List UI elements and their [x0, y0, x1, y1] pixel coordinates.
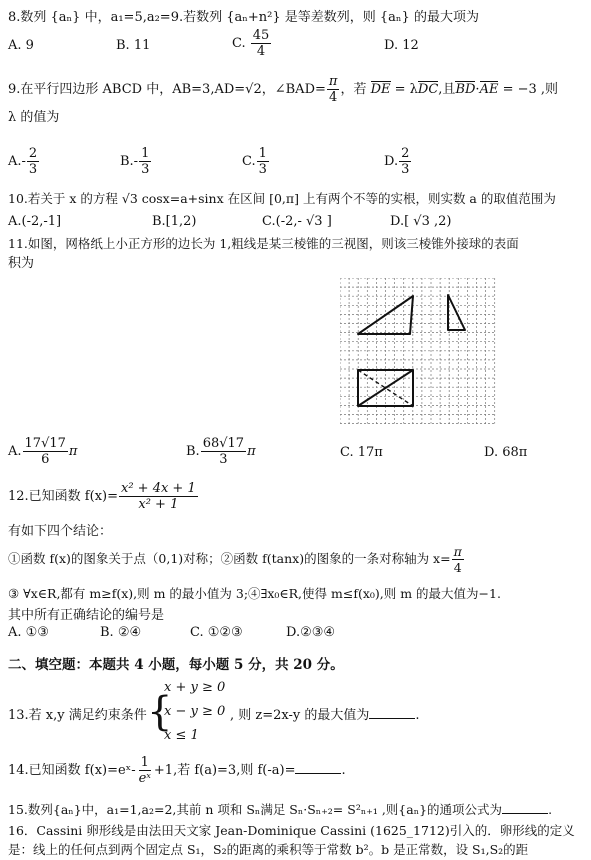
q10-option-a: A.(-2,-1]	[8, 214, 62, 229]
q12-option-c: C. ①②③	[190, 625, 243, 640]
q9-stem-line2: λ 的值为	[8, 110, 60, 125]
q12-function-fraction: $\frac{\text{x² + 4x + 1}}{\text{x² + 1}}$	[121, 481, 196, 512]
q15-stem: 15.数列{aₙ}中，a₁=1,a₂=2,其前 n 项和 Sₙ满足 Sₙ·Sₙ₊₂= S²ₙ₊₁ ,则{aₙ}的通项公式为 .	[8, 802, 553, 817]
q12-question: 其中所有正确结论的编号是	[8, 608, 165, 623]
q12-option-d: D.②③④	[286, 625, 336, 640]
q14-answer-blank[interactable]	[295, 762, 341, 774]
q8-option-d: D. 12	[384, 38, 419, 53]
q8-stem: 8.数列 {aₙ} 中，a₁=5,a₂=9.若数列 {aₙ+n²} 是等差数列，则 {aₙ} 的最大项为	[8, 10, 479, 25]
q9-option-b: B.- $\frac{1}{3}$	[120, 146, 150, 177]
vector-de: DE	[370, 82, 391, 97]
vector-bd: BD	[455, 82, 476, 97]
q10-stem: 10.若关于 x 的方程 √3 cosx=a+sinx 在区间 [0,π] 上有两个不等的实根，则实数 a 的取值范围为	[8, 191, 556, 206]
q13-stem-pre: 13.若 x,y 满足约束条件	[8, 708, 147, 723]
q12-conclusion-3-4: ③ ∀x∈R,都有 m≥f(x),则 m 的最小值为 3;④∃x₀∈R,使得 m≤f(x₀),则 m 的最大值为−1.	[8, 586, 501, 601]
q13-answer-blank[interactable]	[369, 707, 415, 719]
q14-stem: 14.已知函数 f(x)=eˣ- $\frac{1}{\text{eˣ}}$ +1,若 f(a)=3,则 f(-a)= .	[8, 755, 346, 786]
vector-ae: AE	[479, 82, 499, 97]
q11-option-d: D. 68π	[484, 445, 528, 460]
q9-option-a: A.- $\frac{2}{3}$	[8, 146, 38, 177]
q11-option-c: C. 17π	[340, 445, 383, 460]
q10-option-d: D.[ √3 ,2)	[390, 214, 452, 229]
q13-constraint-1: x + y ≥ 0	[164, 680, 226, 695]
q9-stem: 9.在平行四边形 ABCD 中，AB=3,AD=√2，∠BAD= $\frac{\pi}{4}$ ，若 DE = λDC,且BD·AE = −3 ,则	[8, 74, 559, 105]
section-2-heading: 二、填空题：本题共 4 小题，每小题 5 分，共 20 分。	[8, 657, 344, 673]
q11-stem: 11.如图，网格纸上小正方形的边长为 1,粗线是某三棱锥的三视图，则该三棱锥外接球的表面	[8, 236, 519, 251]
side-view-triangle	[448, 295, 465, 330]
q9-option-c: C. $\frac{1}{3}$	[242, 146, 267, 177]
q10-option-c: C.(-2,- √3 ]	[262, 214, 332, 229]
q13-constraint-2: x − y ≥ 0	[164, 704, 226, 719]
q11-option-a: A. $\frac{17√17}{6}$ π	[8, 436, 78, 467]
q11-stem-line2: 积为	[8, 256, 35, 271]
q8-option-c: C. $\frac{45}{4}$	[232, 28, 270, 59]
front-view-triangle	[358, 296, 413, 334]
q9-angle-fraction: $\frac{\pi}{4}$	[328, 74, 338, 105]
vector-dc: DC	[417, 82, 439, 97]
q11-option-b: B. $\frac{68√17}{3}$ π	[186, 436, 256, 467]
q13-constraint-3: x ≤ 1	[164, 728, 199, 743]
q12-stem: 12.已知函数 f(x)= $\frac{\text{x² + 4x + 1}}{\text{x² + 1}}$	[8, 481, 196, 512]
q12-option-a: A. ①③	[8, 625, 49, 640]
q8-option-a: A. 9	[8, 38, 34, 53]
q16-stem-line2: 是：线上的任何点到两个固定点 S₁，S₂的距离的乘积等于常数 b²。b 是正常数，设 S₁,S₂的距	[8, 842, 529, 857]
q15-answer-blank[interactable]	[502, 802, 548, 814]
q13-stem-post: , 则 z=2x-y 的最大值为 .	[230, 708, 420, 723]
q9-option-d: D. $\frac{2}{3}$	[384, 146, 410, 177]
q8-option-c-fraction: $\frac{45}{4}$	[252, 28, 270, 59]
q10-option-b: B.[1,2)	[152, 214, 197, 229]
q8-option-b: B. 11	[116, 38, 151, 53]
constraint-brace: {	[147, 689, 173, 735]
q12-conclusion-1-2: ①函数 f(x)的图象关于点（0,1)对称；②函数 f(tanx)的图象的一条对称轴为 x= $\frac{\pi}{4}$	[8, 544, 462, 575]
q12-conclusions-intro: 有如下四个结论：	[8, 524, 113, 539]
three-view-figure	[340, 278, 514, 446]
q16-stem-line1: 16．Cassini 卵形线是由法田天文家 Jean-Dominique Cassini (1625_1712)引入的．卵形线的定义	[8, 823, 575, 838]
q12-option-b: B. ②④	[100, 625, 142, 640]
